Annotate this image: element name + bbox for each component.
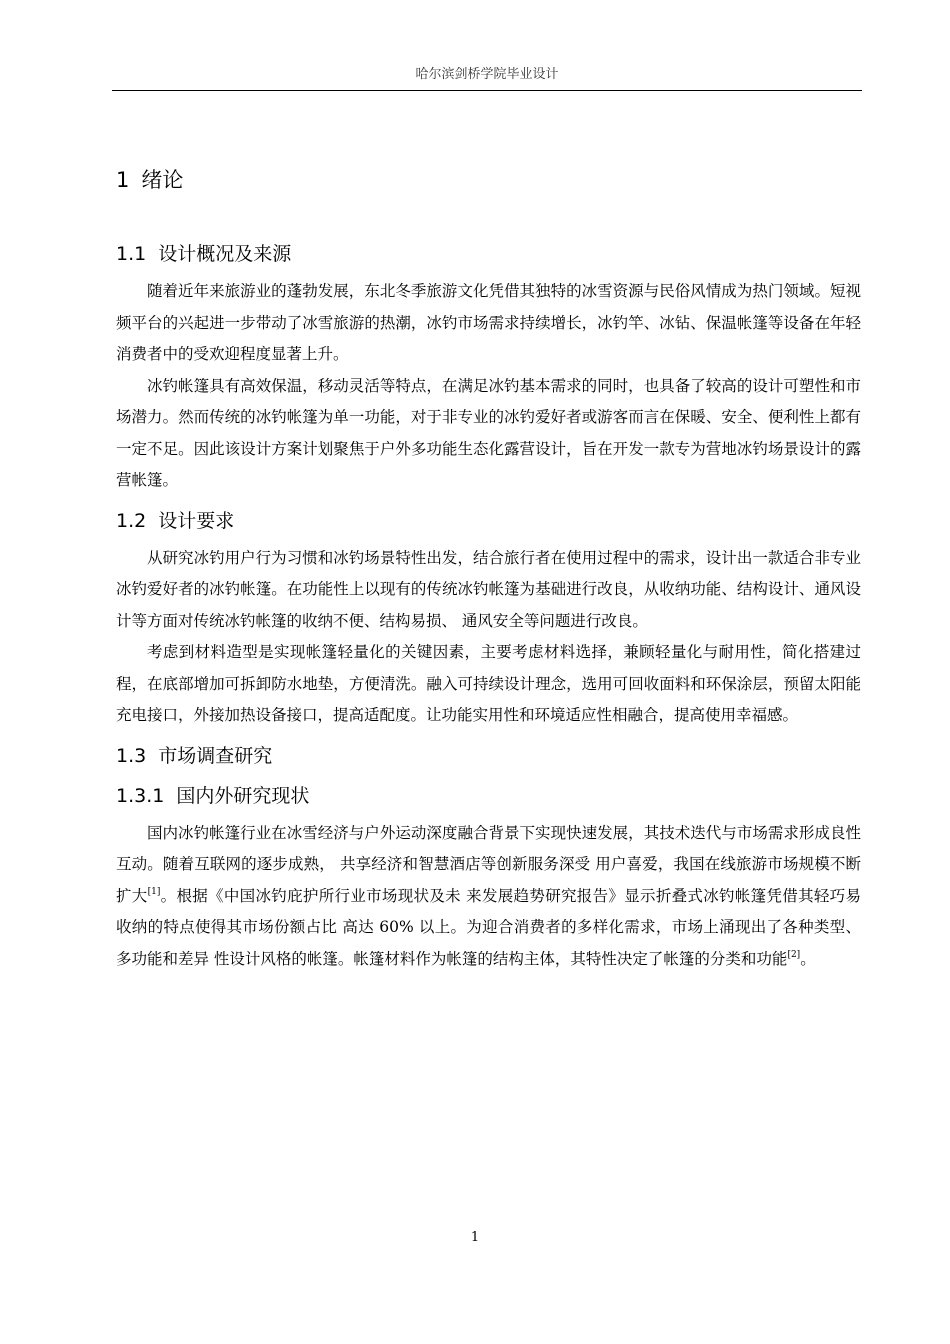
header-title: 哈尔滨剑桥学院毕业设计: [415, 67, 559, 82]
paragraph: [116, 818, 861, 976]
page-header: [112, 64, 862, 91]
document-body: [116, 160, 861, 975]
paragraph-text: 国内冰钓帐篷行业在冰雪经济与户外运动深度融合背景下实现快速发展，其技术迭代与市场需求形成良性互动。随着互联网的逐步成熟， 共享经济和智慧酒店等创新服务深受 用户喜爱，我国在线旅游市场规模不断扩大: [116, 823, 861, 905]
subsection-number: 1.3.1: [116, 784, 165, 807]
section-number: 1.3: [116, 744, 147, 767]
page-footer: [0, 1230, 950, 1245]
section-title: 设计要求: [158, 509, 235, 532]
section-heading-1-1: [116, 236, 861, 272]
chapter-number: 1: [116, 168, 130, 192]
paragraph-text: 。: [800, 949, 816, 968]
section-title: 市场调查研究: [158, 744, 273, 767]
subsection-title: 国内外研究现状: [176, 784, 310, 807]
section-number: 1.2: [116, 509, 147, 532]
citation-reference: [1]: [147, 886, 161, 897]
chapter-title: 绪论: [141, 168, 184, 192]
paragraph: 考虑到材料造型是实现帐篷轻量化的关键因素，主要考虑材料选择，兼顾轻量化与耐用性，简化搭建过程，在底部增加可拆卸防水地垫，方便清洗。融入可持续设计理念，选用可回收面料和环保涂层，预留太阳能充电接口，外接加热设备接口，提高适配度。让功能实用性和环境适应性相融合，提高使用幸福感。: [116, 643, 861, 724]
subsection-heading-1-3-1: [116, 778, 861, 814]
page-number: 1: [470, 1230, 480, 1245]
citation-reference: [2]: [787, 949, 801, 960]
chapter-heading: [116, 160, 861, 200]
section-number: 1.1: [116, 243, 147, 265]
paragraph: 从研究冰钓用户行为习惯和冰钓场景特性出发，结合旅行者在使用过程中的需求，设计出一款适合非专业冰钓爱好者的冰钓帐篷。在功能性上以现有的传统冰钓帐篷为基础进行改良，从收纳功能、结构设计、通风设计等方面对传统冰钓帐篷的收纳不便、结构易损、 通风安全等问题进行改良。: [116, 548, 861, 630]
paragraph-text: 。根据《中国冰钓庇护所行业市场现状及未 来发展趋势研究报告》显示折叠式冰钓帐篷凭借其轻巧易收纳的特点使得其市场份额占比 高达 60% 以上。为迎合消费者的多样化需求，市场上涌现出了各种类型、多功能和差异 性设计风格的帐篷。帐篷材料作为帐篷的结构主体，其特性决定了帐篷的分类和功能: [116, 886, 861, 968]
section-heading-1-2: [116, 503, 861, 539]
section-title: 设计概况及来源: [158, 243, 292, 265]
paragraph: 冰钓帐篷具有高效保温，移动灵活等特点，在满足冰钓基本需求的同时，也具备了较高的设计可塑性和市场潜力。然而传统的冰钓帐篷为单一功能，对于非专业的冰钓爱好者或游客而言在保暖、安全、便利性上都有一定不足。因此该设计方案计划聚焦于户外多功能生态化露营设计，旨在开发一款专为营地冰钓场景设计的露营帐篷。: [116, 376, 861, 489]
paragraph: 随着近年来旅游业的蓬勃发展，东北冬季旅游文化凭借其独特的冰雪资源与民俗风情成为热门领域。短视频平台的兴起进一步带动了冰雪旅游的热潮，冰钓市场需求持续增长，冰钓竿、冰钻、保温帐篷等设备在年轻消费者中的受欢迎程度显著上升。: [116, 282, 861, 363]
section-heading-1-3: [116, 738, 861, 774]
